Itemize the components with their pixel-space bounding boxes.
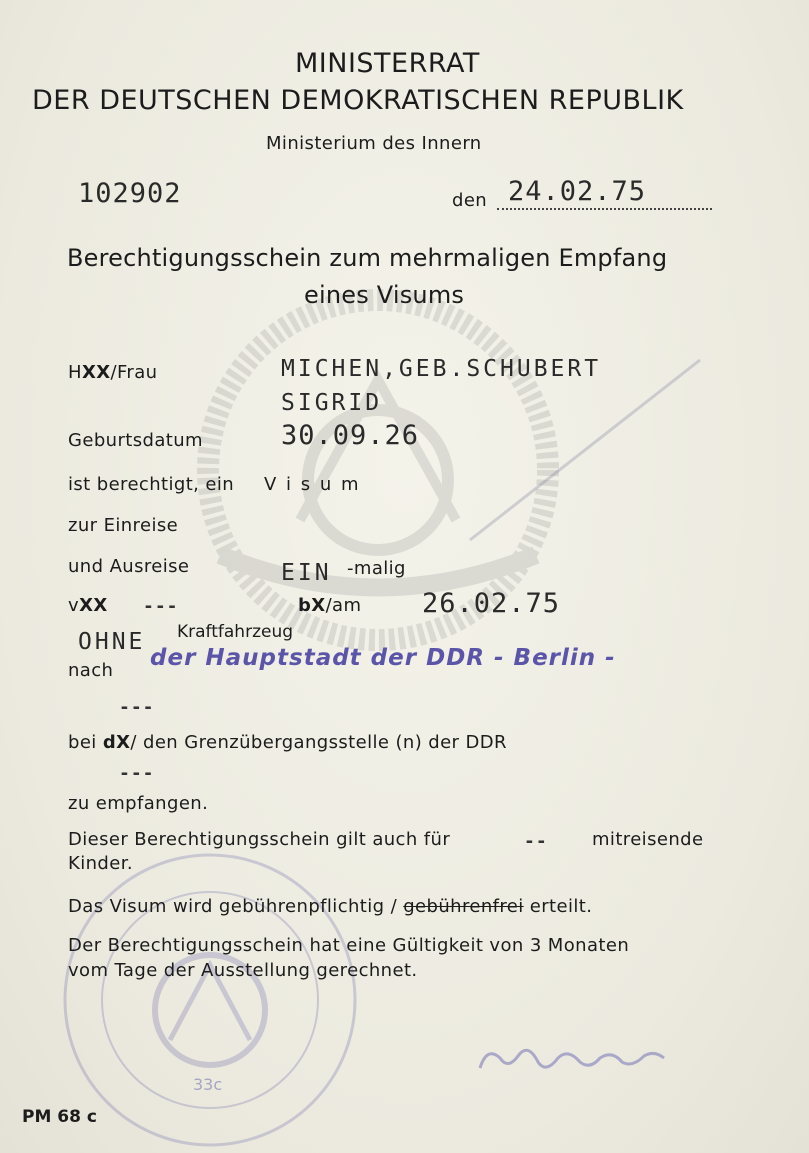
children-value: -- — [524, 831, 548, 852]
from-label — [68, 595, 108, 616]
to-value: 26.02.75 — [422, 588, 561, 619]
seal-text-number: 33c — [193, 1075, 223, 1094]
children-text-a: Dieser Berechtigungsschein gilt auch für — [68, 829, 451, 850]
name-label — [68, 362, 157, 383]
crossing-label-prefix: bei — [68, 732, 97, 753]
form-code: PM 68 c — [22, 1107, 97, 1127]
document-title-line2: eines Visums — [304, 281, 465, 309]
destination-label: nach — [68, 660, 114, 681]
crossing-label-crossed: dX — [102, 732, 131, 753]
issue-date: 24.02.75 — [508, 176, 647, 207]
fee-text-a: Das Visum wird gebührenpflichtig / — [68, 896, 398, 917]
birthdate-value: 30.09.26 — [281, 420, 420, 451]
to-label-text: /am — [325, 595, 362, 616]
name-value-line2: SIGRID — [281, 390, 383, 416]
crossing-label — [68, 732, 507, 753]
receive-label: zu empfangen. — [68, 793, 209, 814]
name-value-line1: MICHEN,GEB.SCHUBERT — [281, 356, 602, 382]
fee-text-struck: gebührenfrei — [403, 896, 524, 917]
destination-stamp: der Hauptstadt der DDR - Berlin - — [150, 645, 616, 671]
date-prefix: den — [452, 190, 488, 211]
name-label-suffix: /Frau — [110, 362, 158, 383]
entitled-label: ist berechtigt, ein — [68, 474, 235, 495]
from-label-prefix: v — [68, 595, 80, 616]
from-label-crossed: XX — [79, 595, 108, 616]
date-line — [497, 208, 712, 210]
dash-line-1: --- — [119, 697, 155, 718]
header-line1: MINISTERRAT — [295, 48, 480, 79]
fee-text-b: erteilt. — [529, 896, 593, 917]
children-text-c: Kinder. — [68, 853, 133, 874]
dash-line-2: --- — [119, 763, 155, 784]
children-text-b: mitreisende — [592, 829, 704, 850]
name-label-crossed: XX — [81, 362, 111, 383]
fee-line — [68, 896, 592, 917]
times-value: EIN — [281, 560, 332, 586]
vehicle-label: Kraftfahrzeug — [177, 622, 294, 642]
validity-line2: vom Tage der Ausstellung gerechnet. — [68, 960, 418, 981]
crossing-label-text: / den Grenzübergangsstelle (n) der DDR — [130, 732, 507, 753]
times-suffix: -malig — [347, 558, 406, 579]
from-value: --- — [143, 596, 179, 617]
vehicle-value: OHNE — [78, 629, 146, 655]
ministry-label: Ministerium des Innern — [266, 133, 482, 154]
document-number: 102902 — [78, 178, 182, 209]
entry-label: zur Einreise — [68, 515, 179, 536]
header-line2: DER DEUTSCHEN DEMOKRATISCHEN REPUBLIK — [32, 85, 684, 116]
to-label — [298, 595, 361, 616]
entitled-value: V i s u m — [264, 474, 361, 495]
document-title-line1: Berechtigungsschein zum mehrmaligen Empfang — [67, 244, 668, 272]
signature — [472, 1028, 672, 1088]
name-label-prefix: H — [68, 362, 82, 383]
exit-label: und Ausreise — [68, 556, 190, 577]
to-label-crossed: bX — [298, 595, 326, 616]
birthdate-label: Geburtsdatum — [68, 430, 203, 451]
validity-line1: Der Berechtigungsschein hat eine Gültigkeit von 3 Monaten — [68, 935, 630, 956]
